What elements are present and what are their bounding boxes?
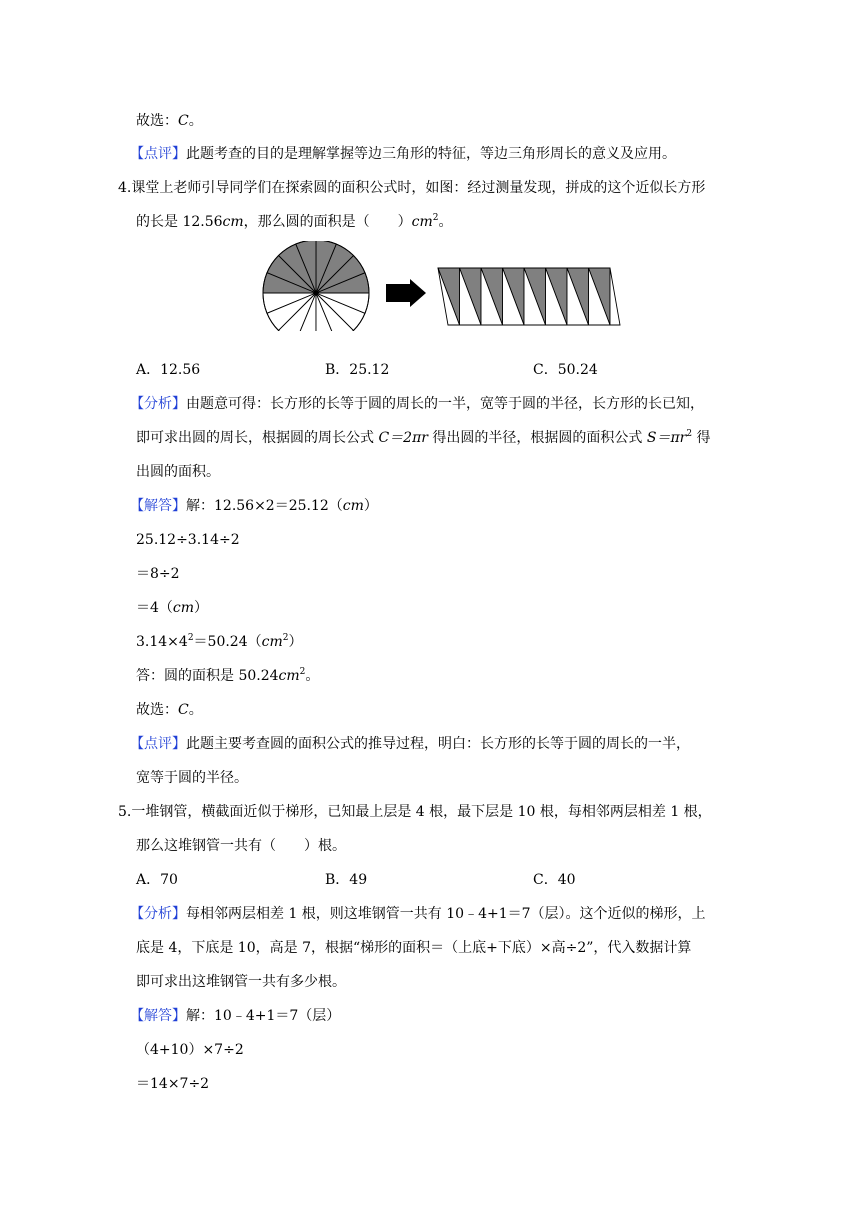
q4-solution-line3: ＝8÷2 bbox=[136, 566, 180, 582]
q5-solution-line1: 【解答】解：10﹣4+1＝7（层） bbox=[130, 1008, 341, 1024]
q5-option-a: A．70 bbox=[136, 872, 178, 888]
q5-analysis-line2: 底是 4，下底是 10，高是 7，根据“梯形的面积＝（上底+下底）×高÷2”，代入数据计算 bbox=[136, 940, 692, 956]
q3-choice: 故选：C。 bbox=[136, 113, 203, 129]
q4-analysis-line3: 出圆的面积。 bbox=[136, 464, 220, 480]
arrow-right-icon bbox=[386, 279, 426, 307]
q4-stem-line2: 的长是 12.56cm，那么圆的面积是（ ）$cm^2$。 bbox=[136, 213, 453, 230]
q4-solution-line5: $3.14\times 4^2=50.24(cm^2)$ bbox=[136, 633, 303, 650]
solution-tag: 【解答】 bbox=[130, 498, 186, 514]
divided-circle bbox=[263, 241, 369, 331]
q5-option-c: C．40 bbox=[533, 872, 576, 888]
q4-solution-line4: ＝4（cm） bbox=[136, 600, 209, 616]
q4-stem-line1: 4.课堂上老师引导同学们在探索圆的面积公式时，如图：经过测量发现，拼成的这个近似长方形 bbox=[118, 180, 706, 196]
q5-option-b: B．49 bbox=[325, 872, 368, 888]
q4-solution-line2: 25.12÷3.14÷2 bbox=[136, 532, 240, 548]
analysis-tag: 【分析】 bbox=[130, 906, 186, 922]
q4-option-c: C．50.24 bbox=[533, 362, 598, 378]
q4-analysis-line1: 【分析】由题意可得：长方形的长等于圆的周长的一半，宽等于圆的半径，长方形的长已知， bbox=[130, 396, 704, 412]
approximate-rectangle bbox=[438, 268, 620, 325]
q4-option-a: A．12.56 bbox=[136, 362, 201, 378]
q3-comment: 【点评】此题考查的目的是理解掌握等边三角形的特征，等边三角形周长的意义及应用。 bbox=[130, 146, 676, 162]
q4-solution-line1: 【解答】解：12.56×2＝25.12（cm） bbox=[130, 498, 378, 514]
q5-solution-line3: ＝14×7÷2 bbox=[136, 1076, 210, 1092]
q5-analysis-line3: 即可求出这堆钢管一共有多少根。 bbox=[136, 974, 346, 990]
q5-analysis-line1: 【分析】每相邻两层相差 1 根，则这堆钢管一共有 10﹣4+1＝7（层）。这个近似的梯形，上 bbox=[130, 906, 706, 922]
circle-to-rectangle-figure bbox=[258, 241, 623, 331]
comment-tag: 【点评】 bbox=[130, 146, 186, 162]
q5-stem-line1: 5.一堆钢管，横截面近似于梯形，已知最上层是 4 根，最下层是 10 根，每相邻两层相差 1 根， bbox=[118, 804, 712, 820]
analysis-tag: 【分析】 bbox=[130, 396, 186, 412]
comment-tag: 【点评】 bbox=[130, 736, 186, 752]
q4-comment-line1: 【点评】此题主要考查圆的面积公式的推导过程，明白：长方形的长等于圆的周长的一半， bbox=[130, 736, 690, 752]
q4-option-b: B．25.12 bbox=[325, 362, 390, 378]
q4-comment-line2: 宽等于圆的半径。 bbox=[136, 770, 248, 786]
q4-analysis-line2: 即可求出圆的周长，根据圆的周长公式 C＝2πr 得出圆的半径，根据圆的面积公式 $S=\pi r^2$ 得 bbox=[136, 429, 711, 446]
q5-solution-line2: （4+10）×7÷2 bbox=[136, 1042, 244, 1058]
q5-stem-line2: 那么这堆钢管一共有（ ）根。 bbox=[136, 838, 346, 854]
q4-answer: 答：圆的面积是 $50.24cm^2$。 bbox=[136, 667, 320, 684]
q4-choice: 故选：C。 bbox=[136, 702, 203, 718]
solution-tag: 【解答】 bbox=[130, 1008, 186, 1024]
rect-sector-white bbox=[610, 268, 620, 325]
